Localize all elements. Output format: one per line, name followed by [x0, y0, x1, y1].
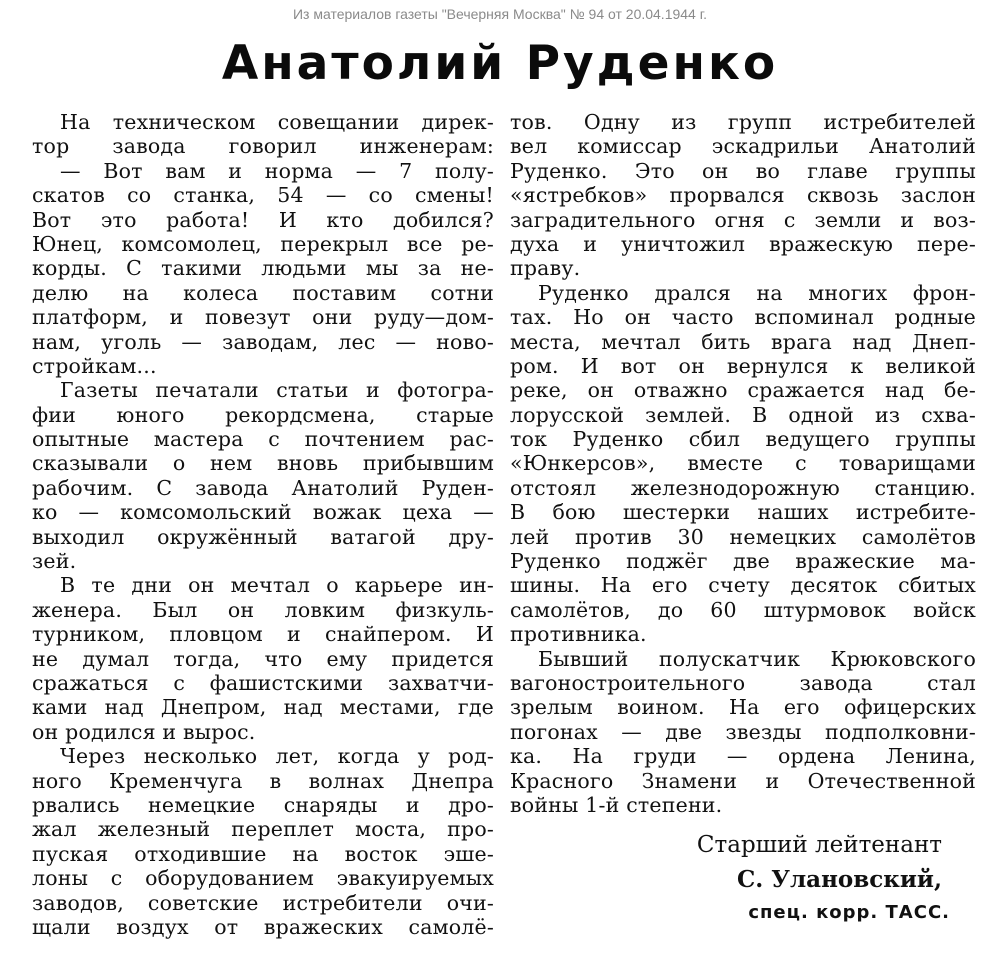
- text-line: «ястребков» прорвался сквозь заслон: [510, 183, 976, 208]
- text-line: лей против 30 немецких самолётов: [510, 524, 976, 549]
- text-line: В те дни он мечтал о карьере ин-: [60, 573, 494, 598]
- text-line: самолётов, до 60 штурмовок войск: [510, 597, 976, 622]
- text-line: рабочим. С завода Анатолий Руден-: [32, 475, 494, 500]
- text-line: В бою шестерки наших истребите-: [510, 500, 976, 525]
- text-line: тов. Одну из групп истребителей: [510, 110, 976, 134]
- text-line: войны 1-й степени.: [510, 792, 723, 817]
- text-line: ко — комсомольский вожак цеха —: [32, 500, 494, 525]
- text-line: стройкам...: [32, 353, 157, 378]
- text-line: реке, он отважно сражается над бе-: [510, 378, 976, 403]
- text-line: зей.: [32, 549, 77, 574]
- text-line: щали воздух от вражеских самолё-: [32, 914, 494, 939]
- text-line: ка. На груди — ордена Ленина,: [510, 744, 976, 769]
- text-line: — Вот вам и норма — 7 полу-: [60, 158, 494, 183]
- text-line: выходил окружённый ватагой дру-: [32, 524, 494, 549]
- text-line: фии юного рекордсмена, старые: [32, 402, 494, 427]
- text-line: не думал тогда, что ему придется: [32, 646, 494, 671]
- text-line: ками над Днепром, над местами, где: [32, 695, 494, 720]
- text-line: сражаться с фашистскими захватчи-: [32, 670, 494, 695]
- text-line: женера. Был он ловким физкуль-: [32, 597, 494, 622]
- text-line: Бывший полускатчик Крюковского: [538, 646, 976, 671]
- author-name: С. Улановский,: [736, 866, 942, 893]
- text-line: заградительного огня с земли и воз-: [510, 207, 976, 232]
- text-line: духа и уничтожил вражескую пере-: [510, 231, 976, 256]
- author-role: спец. корр. ТАСС.: [748, 902, 950, 923]
- text-line: отстоял железнодорожную станцию.: [510, 475, 976, 500]
- text-line: нам, уголь — заводам, лес — ново-: [32, 329, 494, 354]
- article-column-right: [510, 110, 976, 817]
- text-line: рвались немецкие снаряды и дро-: [32, 792, 494, 817]
- text-line: вагоностроительного завода стал: [510, 670, 976, 695]
- text-line: Газеты печатали статьи и фотогра-: [60, 378, 494, 403]
- text-line: На техническом совещании дирек-: [60, 110, 494, 134]
- text-line: противника.: [510, 622, 647, 647]
- text-line: платформ, и повезут они руду—дом-: [32, 305, 494, 330]
- text-line: ного Кременчуга в волнах Днепра: [32, 768, 494, 793]
- text-line: праву.: [510, 256, 581, 281]
- text-line: скатов со станка, 54 — со смены!: [32, 183, 494, 208]
- article-headline: Анатолий Руденко: [221, 36, 779, 91]
- text-line: Через несколько лет, когда у род-: [60, 744, 494, 769]
- text-line: Руденко дрался на многих фрон-: [538, 280, 976, 305]
- text-line: места, мечтал бить врага над Днеп-: [510, 329, 976, 354]
- article-column-left: [32, 110, 494, 939]
- text-line: погонах — две звезды подполковни-: [510, 719, 976, 744]
- text-line: сказывали о нем вновь прибывшим: [32, 451, 494, 476]
- text-line: тах. Но он часто вспоминал родные: [510, 305, 976, 330]
- text-line: опытные мастера с почтением рас-: [32, 427, 494, 452]
- text-line: ром. И вот он вернулся к великой: [510, 353, 976, 378]
- text-line: он родился и вырос.: [32, 719, 256, 744]
- text-line: жал железный переплет моста, про-: [32, 817, 494, 842]
- text-line: заводов, советские истребители очи-: [32, 890, 494, 915]
- text-line: пуская отходившие на восток эше-: [32, 841, 494, 866]
- text-line: ток Руденко сбил ведущего группы: [510, 427, 976, 452]
- text-line: Юнец, комсомолец, перекрыл все ре-: [32, 231, 494, 256]
- text-line: «Юнкерсов», вместе с товарищами: [510, 451, 976, 476]
- text-line: турником, пловцом и снайпером. И: [32, 622, 494, 647]
- text-line: зрелым воином. На его офицерских: [510, 695, 976, 720]
- text-line: корды. С такими людьми мы за не-: [32, 256, 494, 281]
- author-rank: Старший лейтенант: [696, 832, 942, 858]
- text-line: шины. На его счету десяток сбитых: [510, 573, 976, 598]
- text-line: Вот это работа! И кто добился?: [32, 207, 494, 232]
- source-note: Из материалов газеты "Вечерняя Москва" № 94 от 20.04.1944 г.: [292, 6, 708, 22]
- text-line: Красного Знамени и Отечественной: [510, 768, 976, 793]
- text-line: Руденко. Это он во главе группы: [510, 158, 976, 183]
- text-line: лорусской землей. В одной из схва-: [510, 402, 976, 427]
- text-line: Руденко поджёг две вражеские ма-: [510, 549, 976, 574]
- text-line: делю на колеса поставим сотни: [32, 280, 494, 305]
- text-line: тор завода говорил инженерам:: [32, 134, 494, 159]
- text-line: лоны с оборудованием эвакуируемых: [32, 866, 494, 891]
- text-line: вел комиссар эскадрильи Анатолий: [510, 134, 976, 159]
